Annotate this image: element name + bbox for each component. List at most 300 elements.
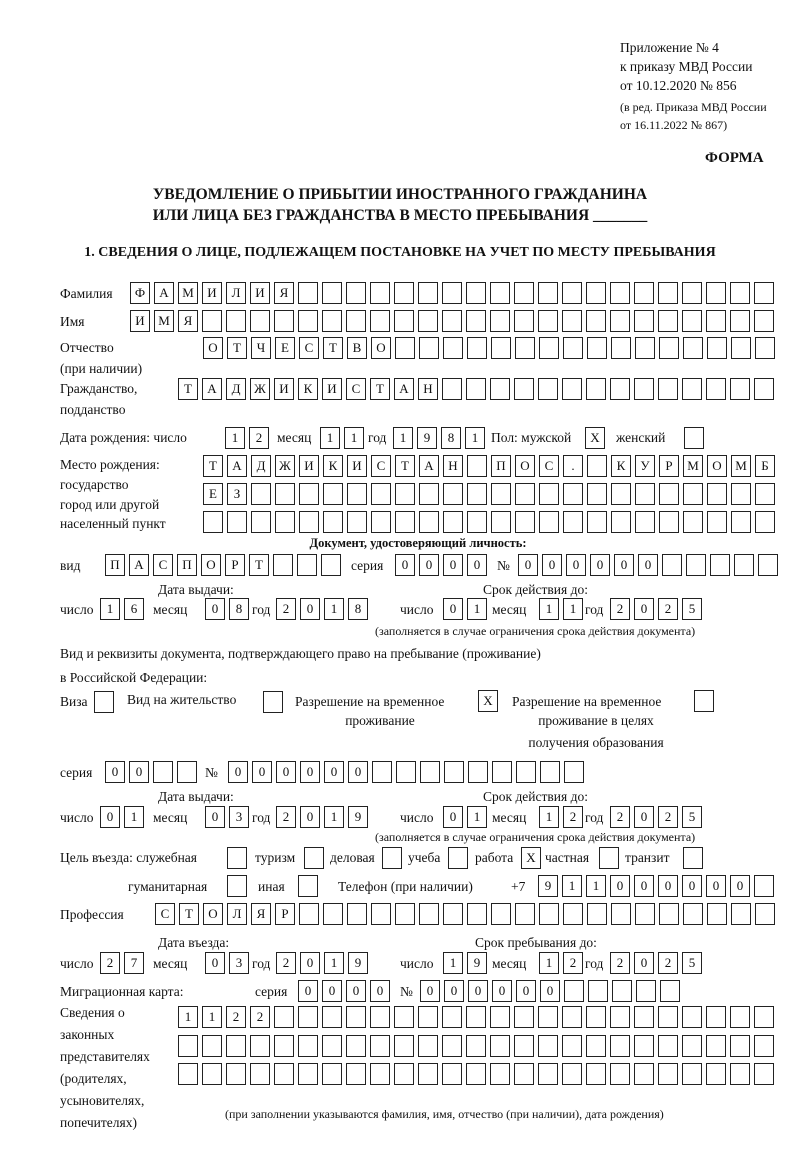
char-box[interactable] [562, 1063, 582, 1085]
char-box[interactable] [251, 511, 271, 533]
purpose-business-checkbox[interactable] [382, 847, 406, 869]
char-box[interactable] [298, 1006, 318, 1028]
char-box[interactable] [539, 337, 559, 359]
char-box[interactable]: О [707, 455, 727, 477]
char-box[interactable] [515, 903, 535, 925]
char-box[interactable]: И [274, 378, 294, 400]
char-box[interactable]: 0 [492, 980, 512, 1002]
char-box[interactable] [635, 903, 655, 925]
char-box[interactable]: 0 [682, 875, 702, 897]
char-box[interactable]: 2 [658, 598, 678, 620]
char-box[interactable]: 0 [129, 761, 149, 783]
char-box[interactable] [707, 337, 727, 359]
char-box[interactable] [586, 378, 606, 400]
char-box[interactable] [587, 455, 607, 477]
char-box[interactable] [539, 903, 559, 925]
char-box[interactable] [706, 1035, 726, 1057]
char-box[interactable] [394, 282, 414, 304]
id-valid-year-field[interactable] [610, 598, 706, 620]
char-box[interactable]: 0 [542, 554, 562, 576]
char-box[interactable]: 1 [344, 427, 364, 449]
char-box[interactable]: 0 [395, 554, 415, 576]
char-box[interactable]: 1 [393, 427, 413, 449]
char-box[interactable] [611, 337, 631, 359]
char-box[interactable] [514, 1035, 534, 1057]
char-box[interactable] [611, 903, 631, 925]
char-box[interactable]: 9 [348, 952, 368, 974]
char-box[interactable] [299, 483, 319, 505]
char-box[interactable] [754, 310, 774, 332]
char-box[interactable] [490, 1063, 510, 1085]
char-box[interactable] [298, 310, 318, 332]
surname-field[interactable] [130, 282, 778, 304]
stay-until-day-field[interactable] [443, 952, 491, 974]
char-box[interactable] [658, 1006, 678, 1028]
char-box[interactable]: 0 [419, 554, 439, 576]
phone-field[interactable] [538, 875, 778, 897]
char-box[interactable] [731, 511, 751, 533]
char-box[interactable]: П [105, 554, 125, 576]
sex-male-checkbox[interactable] [585, 427, 609, 449]
char-box[interactable] [371, 511, 391, 533]
char-box[interactable] [734, 554, 754, 576]
char-box[interactable] [611, 483, 631, 505]
char-box[interactable] [250, 1035, 270, 1057]
char-box[interactable] [202, 1063, 222, 1085]
char-box[interactable] [490, 1035, 510, 1057]
char-box[interactable] [586, 1035, 606, 1057]
char-box[interactable] [586, 1006, 606, 1028]
char-box[interactable]: 2 [276, 952, 296, 974]
char-box[interactable] [610, 282, 630, 304]
char-box[interactable]: 0 [614, 554, 634, 576]
char-box[interactable] [442, 1035, 462, 1057]
char-box[interactable]: 1 [539, 952, 559, 974]
char-box[interactable] [658, 1063, 678, 1085]
entry-year-field[interactable] [276, 952, 372, 974]
char-box[interactable]: Т [395, 455, 415, 477]
char-box[interactable] [394, 1006, 414, 1028]
char-box[interactable]: 0 [370, 980, 390, 1002]
purpose-other-checkbox[interactable] [298, 875, 322, 897]
char-box[interactable] [586, 310, 606, 332]
char-box[interactable] [372, 761, 392, 783]
char-box[interactable]: 0 [516, 980, 536, 1002]
char-box[interactable]: 1 [467, 806, 487, 828]
char-box[interactable]: О [203, 337, 223, 359]
char-box[interactable] [682, 378, 702, 400]
char-box[interactable] [371, 903, 391, 925]
char-box[interactable] [396, 761, 416, 783]
char-box[interactable]: 0 [706, 875, 726, 897]
char-box[interactable]: 0 [518, 554, 538, 576]
char-box[interactable]: Т [178, 378, 198, 400]
char-box[interactable] [419, 337, 439, 359]
char-box[interactable] [755, 903, 775, 925]
char-box[interactable] [274, 1006, 294, 1028]
char-box[interactable]: А [394, 378, 414, 400]
temp-permit-checkbox[interactable] [478, 690, 502, 712]
char-box[interactable] [683, 511, 703, 533]
char-box[interactable] [443, 483, 463, 505]
char-box[interactable] [298, 282, 318, 304]
char-box[interactable]: 3 [229, 952, 249, 974]
char-box[interactable]: 9 [467, 952, 487, 974]
char-box[interactable]: Ж [250, 378, 270, 400]
id-issue-day-field[interactable] [100, 598, 148, 620]
char-box[interactable] [466, 378, 486, 400]
char-box[interactable] [347, 511, 367, 533]
char-box[interactable]: И [347, 455, 367, 477]
char-box[interactable] [586, 282, 606, 304]
stay-issue-day-field[interactable] [100, 806, 148, 828]
char-box[interactable] [418, 282, 438, 304]
char-box[interactable] [322, 310, 342, 332]
char-box[interactable] [730, 310, 750, 332]
char-box[interactable]: Л [227, 903, 247, 925]
char-box[interactable] [466, 1035, 486, 1057]
char-box[interactable] [730, 1035, 750, 1057]
char-box[interactable] [682, 282, 702, 304]
char-box[interactable] [346, 1006, 366, 1028]
char-box[interactable] [710, 554, 730, 576]
char-box[interactable] [275, 483, 295, 505]
char-box[interactable] [419, 511, 439, 533]
char-box[interactable]: 1 [124, 806, 144, 828]
char-box[interactable]: . [563, 455, 583, 477]
name-field[interactable] [130, 310, 778, 332]
char-box[interactable]: З [227, 483, 247, 505]
char-box[interactable] [610, 378, 630, 400]
char-box[interactable]: Р [659, 455, 679, 477]
char-box[interactable] [562, 1006, 582, 1028]
char-box[interactable] [443, 903, 463, 925]
char-box[interactable] [634, 378, 654, 400]
char-box[interactable] [754, 282, 774, 304]
char-box[interactable] [659, 511, 679, 533]
char-box[interactable]: О [203, 903, 223, 925]
patronymic-field[interactable] [203, 337, 779, 359]
char-box[interactable] [467, 455, 487, 477]
char-box[interactable] [467, 337, 487, 359]
char-box[interactable] [346, 1035, 366, 1057]
char-box[interactable] [250, 1063, 270, 1085]
char-box[interactable] [587, 483, 607, 505]
char-box[interactable] [370, 282, 390, 304]
char-box[interactable]: 0 [324, 761, 344, 783]
char-box[interactable]: Т [227, 337, 247, 359]
char-box[interactable] [755, 483, 775, 505]
char-box[interactable] [635, 483, 655, 505]
char-box[interactable]: А [419, 455, 439, 477]
char-box[interactable] [466, 1063, 486, 1085]
char-box[interactable] [322, 1063, 342, 1085]
char-box[interactable] [515, 483, 535, 505]
char-box[interactable]: 0 [252, 761, 272, 783]
char-box[interactable] [467, 511, 487, 533]
char-box[interactable]: 0 [300, 761, 320, 783]
char-box[interactable] [706, 1006, 726, 1028]
purpose-official-checkbox[interactable] [227, 847, 251, 869]
char-box[interactable] [682, 1035, 702, 1057]
migration-number-field[interactable] [420, 980, 684, 1002]
char-box[interactable] [514, 282, 534, 304]
char-box[interactable]: 1 [467, 598, 487, 620]
char-box[interactable]: 2 [563, 806, 583, 828]
char-box[interactable] [659, 903, 679, 925]
char-box[interactable]: О [201, 554, 221, 576]
char-box[interactable] [538, 1006, 558, 1028]
char-box[interactable]: 9 [348, 806, 368, 828]
stay-valid-month-field[interactable] [539, 806, 587, 828]
char-box[interactable] [490, 1006, 510, 1028]
char-box[interactable]: 3 [229, 806, 249, 828]
char-box[interactable]: Р [225, 554, 245, 576]
char-box[interactable]: Т [323, 337, 343, 359]
char-box[interactable] [538, 1035, 558, 1057]
char-box[interactable] [443, 511, 463, 533]
char-box[interactable] [298, 1063, 318, 1085]
char-box[interactable] [346, 1063, 366, 1085]
char-box[interactable]: 6 [124, 598, 144, 620]
char-box[interactable] [177, 761, 197, 783]
char-box[interactable]: И [130, 310, 150, 332]
char-box[interactable]: X [478, 690, 498, 712]
char-box[interactable] [419, 903, 439, 925]
char-box[interactable] [754, 1063, 774, 1085]
char-box[interactable] [514, 1006, 534, 1028]
char-box[interactable]: Я [178, 310, 198, 332]
char-box[interactable] [682, 1063, 702, 1085]
char-box[interactable] [634, 310, 654, 332]
stay-number-field[interactable] [228, 761, 588, 783]
char-box[interactable] [466, 282, 486, 304]
char-box[interactable] [298, 875, 318, 897]
char-box[interactable]: В [347, 337, 367, 359]
char-box[interactable] [202, 1035, 222, 1057]
char-box[interactable] [634, 1063, 654, 1085]
char-box[interactable]: Ф [130, 282, 150, 304]
char-box[interactable] [395, 903, 415, 925]
char-box[interactable] [322, 1035, 342, 1057]
char-box[interactable] [684, 427, 704, 449]
char-box[interactable]: А [129, 554, 149, 576]
char-box[interactable]: Н [443, 455, 463, 477]
char-box[interactable]: 2 [610, 952, 630, 974]
char-box[interactable] [274, 1035, 294, 1057]
char-box[interactable]: Б [755, 455, 775, 477]
char-box[interactable]: М [683, 455, 703, 477]
char-box[interactable]: 1 [443, 952, 463, 974]
char-box[interactable]: 0 [276, 761, 296, 783]
char-box[interactable]: 1 [324, 952, 344, 974]
char-box[interactable] [515, 511, 535, 533]
residence-checkbox[interactable] [263, 691, 287, 713]
char-box[interactable] [564, 980, 584, 1002]
char-box[interactable]: 2 [610, 806, 630, 828]
char-box[interactable]: 0 [540, 980, 560, 1002]
char-box[interactable] [634, 282, 654, 304]
stay-valid-year-field[interactable] [610, 806, 706, 828]
char-box[interactable] [658, 282, 678, 304]
char-box[interactable]: 0 [634, 598, 654, 620]
char-box[interactable]: 0 [348, 761, 368, 783]
purpose-private-checkbox[interactable] [599, 847, 623, 869]
char-box[interactable] [730, 1006, 750, 1028]
char-box[interactable]: Е [275, 337, 295, 359]
char-box[interactable] [491, 903, 511, 925]
char-box[interactable]: П [177, 554, 197, 576]
char-box[interactable] [394, 1035, 414, 1057]
char-box[interactable]: 0 [610, 875, 630, 897]
char-box[interactable] [707, 511, 727, 533]
char-box[interactable]: 0 [444, 980, 464, 1002]
char-box[interactable]: 0 [205, 806, 225, 828]
id-kind-field[interactable] [105, 554, 345, 576]
char-box[interactable] [323, 511, 343, 533]
char-box[interactable] [683, 337, 703, 359]
char-box[interactable]: 0 [634, 806, 654, 828]
entry-month-field[interactable] [205, 952, 253, 974]
char-box[interactable] [755, 511, 775, 533]
char-box[interactable] [634, 1006, 654, 1028]
migration-series-field[interactable] [298, 980, 394, 1002]
char-box[interactable] [467, 903, 487, 925]
id-number-field[interactable] [518, 554, 782, 576]
representatives-field[interactable] [178, 1006, 778, 1028]
char-box[interactable]: 2 [250, 1006, 270, 1028]
char-box[interactable]: Л [226, 282, 246, 304]
char-box[interactable] [634, 1035, 654, 1057]
char-box[interactable] [612, 980, 632, 1002]
char-box[interactable] [658, 378, 678, 400]
char-box[interactable] [274, 310, 294, 332]
char-box[interactable] [442, 1006, 462, 1028]
char-box[interactable] [599, 847, 619, 869]
char-box[interactable]: 0 [205, 598, 225, 620]
char-box[interactable]: Д [226, 378, 246, 400]
char-box[interactable] [490, 310, 510, 332]
char-box[interactable]: Т [370, 378, 390, 400]
char-box[interactable]: 5 [682, 806, 702, 828]
char-box[interactable] [562, 1035, 582, 1057]
char-box[interactable] [203, 511, 223, 533]
char-box[interactable] [274, 1063, 294, 1085]
char-box[interactable] [227, 511, 247, 533]
char-box[interactable]: 1 [324, 598, 344, 620]
char-box[interactable]: Д [251, 455, 271, 477]
purpose-tourism-checkbox[interactable] [304, 847, 328, 869]
char-box[interactable]: 0 [105, 761, 125, 783]
char-box[interactable]: 2 [276, 806, 296, 828]
char-box[interactable] [442, 378, 462, 400]
char-box[interactable]: 8 [441, 427, 461, 449]
char-box[interactable] [251, 483, 271, 505]
char-box[interactable] [226, 1063, 246, 1085]
char-box[interactable]: 0 [420, 980, 440, 1002]
char-box[interactable] [491, 483, 511, 505]
char-box[interactable] [178, 1035, 198, 1057]
char-box[interactable]: 1 [539, 806, 559, 828]
char-box[interactable] [731, 483, 751, 505]
char-box[interactable] [299, 903, 319, 925]
char-box[interactable] [587, 511, 607, 533]
char-box[interactable] [514, 378, 534, 400]
char-box[interactable]: Я [274, 282, 294, 304]
char-box[interactable] [610, 1035, 630, 1057]
char-box[interactable]: 1 [100, 598, 120, 620]
char-box[interactable]: 0 [443, 554, 463, 576]
char-box[interactable]: 0 [468, 980, 488, 1002]
char-box[interactable] [610, 1063, 630, 1085]
char-box[interactable] [683, 903, 703, 925]
char-box[interactable]: 2 [100, 952, 120, 974]
char-box[interactable] [706, 1063, 726, 1085]
char-box[interactable]: А [202, 378, 222, 400]
char-box[interactable] [754, 1006, 774, 1028]
char-box[interactable]: 0 [590, 554, 610, 576]
char-box[interactable] [347, 903, 367, 925]
stay-issue-year-field[interactable] [276, 806, 372, 828]
char-box[interactable] [275, 511, 295, 533]
char-box[interactable] [659, 483, 679, 505]
id-issue-year-field[interactable] [276, 598, 372, 620]
char-box[interactable]: 0 [658, 875, 678, 897]
char-box[interactable]: 8 [229, 598, 249, 620]
char-box[interactable] [562, 378, 582, 400]
char-box[interactable]: 2 [563, 952, 583, 974]
char-box[interactable] [347, 483, 367, 505]
char-box[interactable] [418, 310, 438, 332]
char-box[interactable] [563, 483, 583, 505]
stay-until-month-field[interactable] [539, 952, 587, 974]
char-box[interactable]: С [346, 378, 366, 400]
char-box[interactable] [395, 337, 415, 359]
purpose-study-checkbox[interactable] [448, 847, 472, 869]
char-box[interactable] [346, 310, 366, 332]
char-box[interactable]: 1 [178, 1006, 198, 1028]
char-box[interactable] [682, 1006, 702, 1028]
char-box[interactable] [394, 310, 414, 332]
char-box[interactable] [563, 337, 583, 359]
char-box[interactable] [754, 378, 774, 400]
char-box[interactable] [730, 282, 750, 304]
char-box[interactable] [226, 1035, 246, 1057]
char-box[interactable]: С [153, 554, 173, 576]
char-box[interactable] [538, 282, 558, 304]
char-box[interactable] [730, 378, 750, 400]
char-box[interactable]: 1 [563, 598, 583, 620]
char-box[interactable]: 0 [228, 761, 248, 783]
profession-field[interactable] [155, 903, 779, 925]
temp-permit-edu-checkbox[interactable] [694, 690, 718, 712]
visa-checkbox[interactable] [94, 691, 118, 713]
char-box[interactable] [467, 483, 487, 505]
entry-day-field[interactable] [100, 952, 148, 974]
birthplace-field[interactable] [203, 455, 779, 477]
char-box[interactable] [420, 761, 440, 783]
char-box[interactable] [683, 847, 703, 869]
char-box[interactable] [635, 511, 655, 533]
char-box[interactable]: 2 [249, 427, 269, 449]
char-box[interactable] [658, 310, 678, 332]
char-box[interactable]: Н [418, 378, 438, 400]
char-box[interactable]: Т [179, 903, 199, 925]
char-box[interactable]: 0 [346, 980, 366, 1002]
char-box[interactable]: 2 [610, 598, 630, 620]
char-box[interactable]: 0 [467, 554, 487, 576]
char-box[interactable] [610, 1006, 630, 1028]
